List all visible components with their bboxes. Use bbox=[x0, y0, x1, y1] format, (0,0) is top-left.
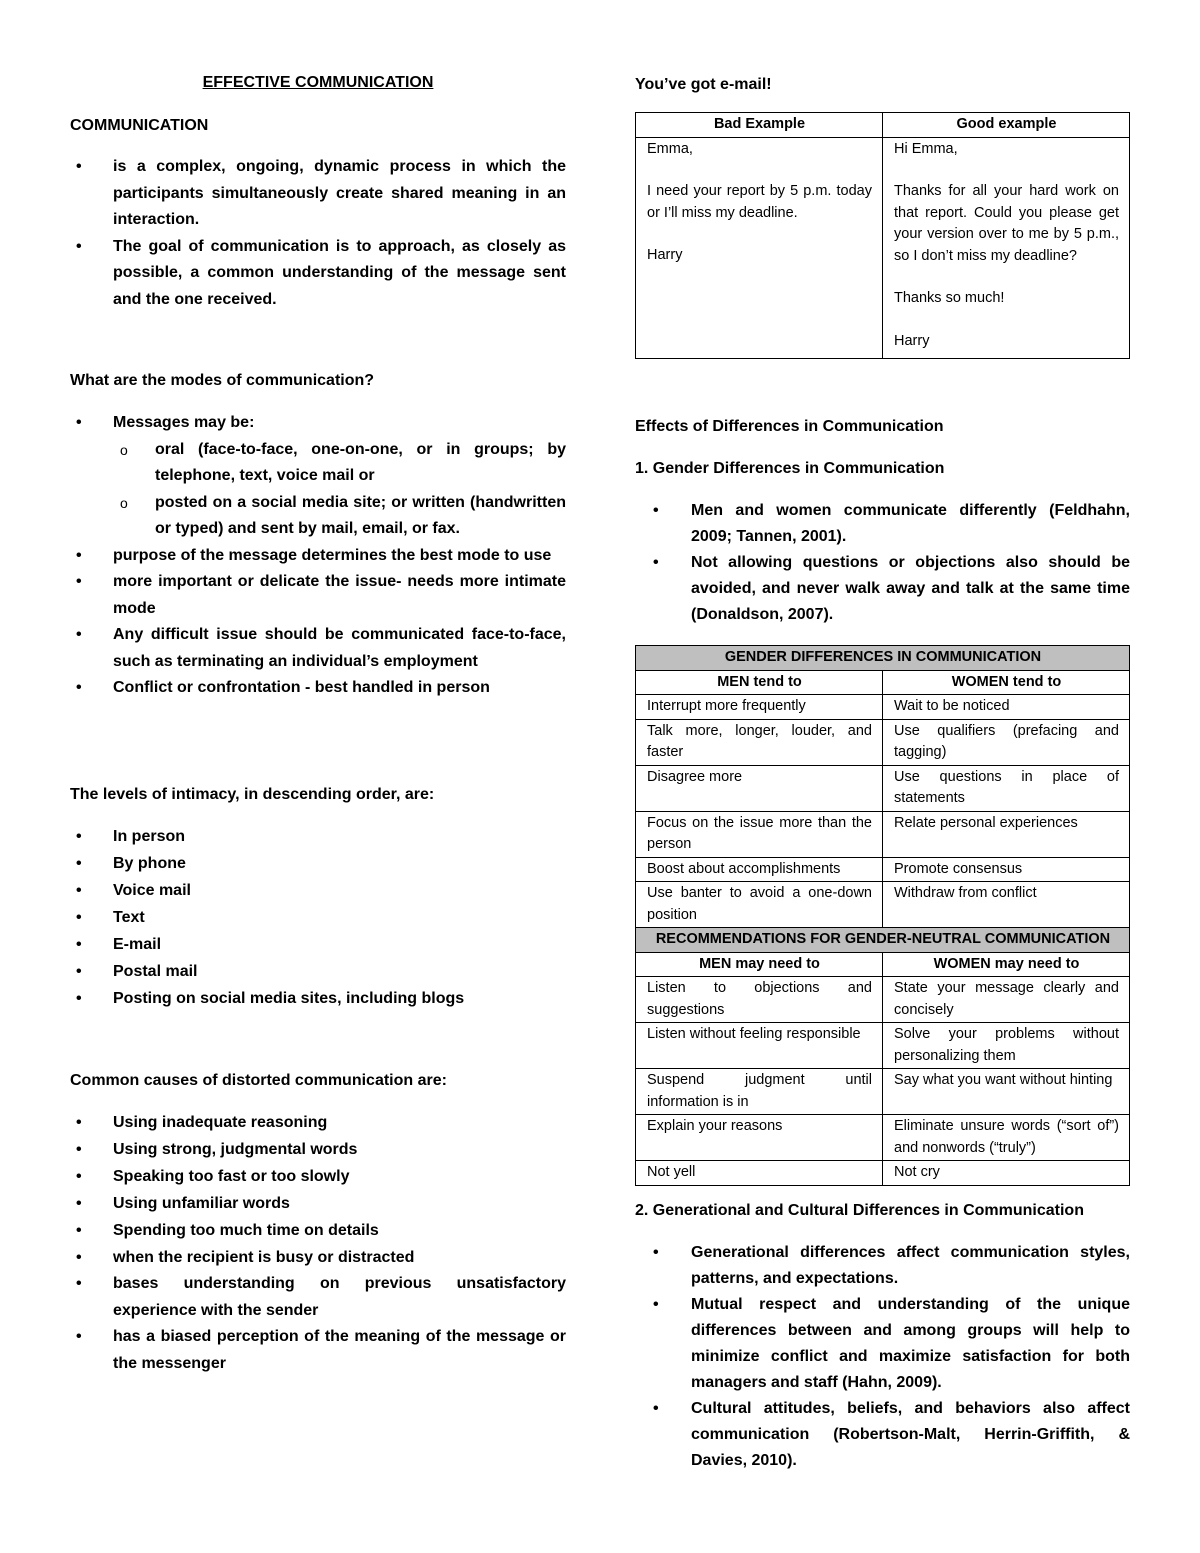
list-item: • Cultural attitudes, beliefs, and behaviors also affect communication (Robertson-Malt, Herrin-Griffith, & Davies, 2010). bbox=[635, 1396, 1130, 1474]
good-email-body: Thanks for all your hard work on that report. Could you please get your version over to me by 5 p.m., so I don’t miss my deadline? bbox=[894, 183, 1119, 264]
email-heading: You’ve got e-mail! bbox=[635, 76, 772, 93]
table-cell: Wait to be noticed bbox=[883, 695, 1130, 720]
table-row bbox=[636, 1115, 1130, 1161]
list-item: • Men and women communicate differently (Feldhahn, 2009; Tannen, 2001). bbox=[635, 498, 1130, 550]
table-cell: State your message clearly and concisely bbox=[883, 977, 1130, 1023]
table-row bbox=[636, 1023, 1130, 1069]
generational-list bbox=[635, 1240, 1130, 1474]
table-cell: Say what you want without hinting bbox=[883, 1069, 1130, 1115]
list-item: • Not allowing questions or objections also should be avoided, and never walk away and talk at the same time (Donaldson, 2007). bbox=[635, 550, 1130, 628]
list-item: • The goal of communication is to approach, as closely as possible, a common understanding of the message sent and the one received. bbox=[70, 234, 566, 314]
list-item: • Any difficult issue should be communicated face-to-face, such as terminating an individual’s employment bbox=[70, 622, 566, 675]
list-item: • Text bbox=[70, 904, 566, 931]
table-row bbox=[636, 719, 1130, 765]
good-email-cell bbox=[883, 137, 1130, 358]
table-cell: Promote consensus bbox=[883, 857, 1130, 882]
page-title: EFFECTIVE COMMUNICATION bbox=[202, 74, 434, 91]
list-item: • Posting on social media sites, including blogs bbox=[70, 985, 566, 1012]
list-item: • E-mail bbox=[70, 931, 566, 958]
table-cell: Focus on the issue more than the person bbox=[636, 811, 883, 857]
list-item: • more important or delicate the issue- needs more intimate mode bbox=[70, 569, 566, 622]
table-row bbox=[636, 695, 1130, 720]
distorted-heading: Common causes of distorted communication are: bbox=[70, 1072, 447, 1089]
list-item: • is a complex, ongoing, dynamic process in which the participants simultaneously create shared meaning in an interaction. bbox=[70, 154, 566, 234]
table-row bbox=[636, 1161, 1130, 1186]
table-cell: Suspend judgment until information is in bbox=[636, 1069, 883, 1115]
bad-email-body: I need your report by 5 p.m. today or I’ll miss my deadline. bbox=[647, 183, 872, 221]
men-rec-header: MEN may need to bbox=[636, 952, 883, 977]
intimacy-heading: The levels of intimacy, in descending order, are: bbox=[70, 786, 435, 803]
list-item: • bases understanding on previous unsatisfactory experience with the sender bbox=[70, 1271, 566, 1324]
list-item: • when the recipient is busy or distracted bbox=[70, 1244, 566, 1271]
women-rec-header: WOMEN may need to bbox=[883, 952, 1130, 977]
table-cell: Solve your problems without personalizing them bbox=[883, 1023, 1130, 1069]
table-cell: Explain your reasons bbox=[636, 1115, 883, 1161]
effects-heading: Effects of Differences in Communication bbox=[635, 418, 944, 435]
table-cell: Listen without feeling responsible bbox=[636, 1023, 883, 1069]
table-cell: Use banter to avoid a one-down position bbox=[636, 882, 883, 928]
list-item: • purpose of the message determines the best mode to use bbox=[70, 543, 566, 570]
table-row bbox=[636, 882, 1130, 928]
table-cell: Not yell bbox=[636, 1161, 883, 1186]
good-email-signature: Harry bbox=[894, 332, 930, 349]
communication-list bbox=[70, 154, 566, 313]
table-cell: Use questions in place of statements bbox=[883, 765, 1130, 811]
table-cell: Withdraw from conflict bbox=[883, 882, 1130, 928]
email-example-table bbox=[635, 112, 1130, 359]
list-item: • Spending too much time on details bbox=[70, 1217, 566, 1244]
list-item: • Postal mail bbox=[70, 958, 566, 985]
table-cell: Eliminate unsure words (“sort of”) and nonwords (“truly”) bbox=[883, 1115, 1130, 1161]
men-header: MEN tend to bbox=[636, 670, 883, 695]
table-row bbox=[636, 1069, 1130, 1115]
table-row bbox=[636, 857, 1130, 882]
communication-heading: COMMUNICATION bbox=[70, 117, 209, 134]
list-item: • Speaking too fast or too slowly bbox=[70, 1163, 566, 1190]
table-cell: Disagree more bbox=[636, 765, 883, 811]
list-item: • Using strong, judgmental words bbox=[70, 1136, 566, 1163]
list-item: • In person bbox=[70, 823, 566, 850]
gender-differences-table bbox=[635, 645, 1130, 1186]
modes-heading: What are the modes of communication? bbox=[70, 372, 375, 389]
intimacy-list bbox=[70, 823, 566, 1012]
list-item: • has a biased perception of the meaning of the message or the messenger bbox=[70, 1324, 566, 1377]
distorted-list bbox=[70, 1109, 566, 1377]
list-item: • Using inadequate reasoning bbox=[70, 1109, 566, 1136]
table-row bbox=[636, 811, 1130, 857]
gender-heading: 1. Gender Differences in Communication bbox=[635, 460, 945, 477]
good-email-thanks: Thanks so much! bbox=[894, 290, 1005, 306]
table-cell: Use qualifiers (prefacing and tagging) bbox=[883, 719, 1130, 765]
email-header-good: Good example bbox=[883, 113, 1130, 138]
table-cell: Listen to objections and suggestions bbox=[636, 977, 883, 1023]
list-item: • Generational differences affect communication styles, patterns, and expectations. bbox=[635, 1240, 1130, 1292]
gender-table-title: GENDER DIFFERENCES IN COMMUNICATION bbox=[636, 646, 1130, 671]
list-item: • Messages may be: bbox=[70, 410, 566, 437]
list-subitem: o posted on a social media site; or written (handwritten or typed) and sent by mail, email, or fax. bbox=[70, 490, 566, 543]
table-cell: Interrupt more frequently bbox=[636, 695, 883, 720]
email-header-bad: Bad Example bbox=[636, 113, 883, 138]
recommendations-title: RECOMMENDATIONS FOR GENDER-NEUTRAL COMMUNICATION bbox=[636, 928, 1130, 953]
table-cell: Boost about accomplishments bbox=[636, 857, 883, 882]
table-cell: Relate personal experiences bbox=[883, 811, 1130, 857]
bad-email-cell bbox=[636, 137, 883, 358]
list-item: • By phone bbox=[70, 850, 566, 877]
table-cell: Talk more, longer, louder, and faster bbox=[636, 719, 883, 765]
list-item: • Using unfamiliar words bbox=[70, 1190, 566, 1217]
modes-list bbox=[70, 410, 566, 702]
women-header: WOMEN tend to bbox=[883, 670, 1130, 695]
generational-heading: 2. Generational and Cultural Differences in Communication bbox=[635, 1202, 1084, 1219]
table-row bbox=[636, 977, 1130, 1023]
good-email-greeting: Hi Emma, bbox=[894, 140, 958, 157]
table-cell: Not cry bbox=[883, 1161, 1130, 1186]
bad-email-signature: Harry bbox=[647, 247, 683, 263]
bad-email-greeting: Emma, bbox=[647, 140, 693, 157]
table-row bbox=[636, 765, 1130, 811]
list-item: • Mutual respect and understanding of the unique differences between and among groups will help to minimize conflict and maximize satisfaction for both managers and staff (Hahn, 2009). bbox=[635, 1292, 1130, 1396]
gender-list bbox=[635, 498, 1130, 628]
list-subitem: o oral (face-to-face, one-on-one, or in groups; by telephone, text, voice mail or bbox=[70, 437, 566, 490]
list-item: • Voice mail bbox=[70, 877, 566, 904]
list-item: • Conflict or confrontation - best handled in person bbox=[70, 675, 566, 702]
